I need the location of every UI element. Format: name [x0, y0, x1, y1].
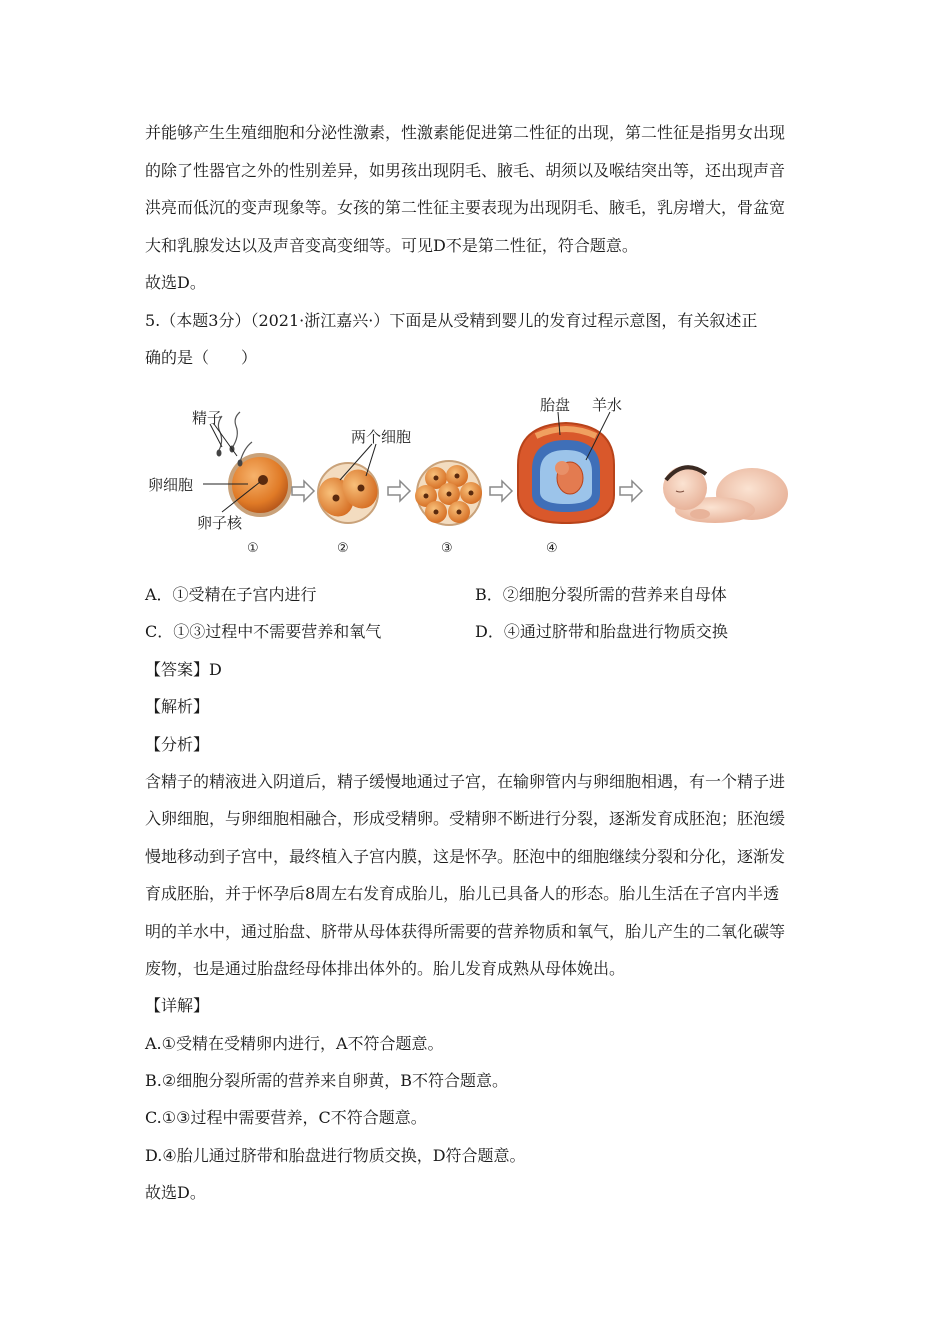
label-egg-cell: 卵细胞 — [148, 476, 194, 494]
question-stem-line-1: 5.（本题3分）（2021·浙江嘉兴·）下面是从受精到婴儿的发育过程示意图，有关叙述正 — [145, 311, 758, 330]
fenxi-line-6: 废物，也是通过胎盘经母体排出体外的。胎儿发育成熟从母体娩出。 — [145, 959, 626, 978]
answer-line: 【答案】D — [145, 660, 222, 679]
label-egg-nucleus: 卵子核 — [197, 514, 243, 532]
option-b: B．②细胞分裂所需的营养来自母体 — [475, 585, 727, 604]
arrow-icon-4 — [620, 481, 642, 501]
detail-conclusion: 故选D。 — [145, 1183, 206, 1202]
stage-3-morula — [415, 461, 482, 556]
fenxi-line-5: 明的羊水中，通过胎盘、脐带从母体获得所需要的营养物质和氧气，胎儿产生的二氧化碳等 — [145, 922, 786, 941]
intro-line-4: 大和乳腺发达以及声音变高变细等。可见D不是第二性征，符合题意。 — [145, 236, 638, 255]
stage-number-1: ① — [247, 541, 259, 556]
detail-line-b: B.②细胞分裂所需的营养来自卵黄，B不符合题意。 — [145, 1071, 508, 1090]
intro-conclusion: 故选D。 — [145, 273, 206, 292]
detail-line-a: A.①受精在受精卵内进行，A不符合题意。 — [145, 1034, 444, 1053]
question-stem-line-2: 确的是（ ） — [145, 348, 258, 367]
newborn-baby-illustration — [663, 466, 788, 523]
stage-1-fertilization — [148, 409, 290, 556]
stage-4-fetus — [518, 396, 622, 556]
stage-number-2: ② — [337, 541, 349, 556]
development-diagram — [140, 390, 800, 565]
label-amniotic-fluid: 羊水 — [592, 396, 623, 414]
detail-line-c: C.①③过程中需要营养，C不符合题意。 — [145, 1108, 427, 1127]
option-c: C．①③过程中不需要营养和氧气 — [145, 622, 382, 641]
detail-line-d: D.④胎儿通过脐带和胎盘进行物质交换，D符合题意。 — [145, 1146, 526, 1165]
stage-number-4: ④ — [546, 541, 558, 556]
arrow-icon-2 — [388, 481, 410, 501]
fenxi-line-4: 育成胚胎，并于怀孕后8周左右发育成胎儿，胎儿已具备人的形态。胎儿生活在子宫内半透 — [145, 884, 780, 903]
arrow-icon-1 — [292, 481, 314, 501]
label-two-cells: 两个细胞 — [351, 428, 412, 446]
stage-number-3: ③ — [441, 541, 453, 556]
arrow-icon-3 — [490, 481, 512, 501]
fenxi-heading: 【分析】 — [145, 735, 210, 754]
option-a: A．①受精在子宫内进行 — [145, 585, 317, 604]
option-d: D．④通过脐带和胎盘进行物质交换 — [475, 622, 728, 641]
analysis-heading: 【解析】 — [145, 697, 210, 716]
fenxi-line-3: 慢地移动到子宫中，最终植入子宫内膜，这是怀孕。胚泡中的细胞继续分裂和分化，逐渐发 — [145, 847, 786, 866]
fenxi-line-1: 含精子的精液进入阴道后，精子缓慢地通过子宫，在输卵管内与卵细胞相遇，有一个精子进 — [145, 772, 786, 791]
label-sperm: 精子 — [192, 409, 223, 427]
egg-nucleus-dot — [258, 475, 268, 485]
intro-line-2: 的除了性器官之外的性别差异，如男孩出现阴毛、腋毛、胡须以及喉结突出等，还出现声音 — [145, 161, 786, 180]
label-placenta: 胎盘 — [540, 396, 571, 414]
detail-heading: 【详解】 — [145, 996, 210, 1015]
fenxi-line-2: 入卵细胞，与卵细胞相融合，形成受精卵。受精卵不断进行分裂，逐渐发育成胚泡；胚泡缓 — [145, 809, 786, 828]
intro-line-3: 洪亮而低沉的变声现象等。女孩的第二性征主要表现为出现阴毛、腋毛，乳房增大，骨盆宽 — [145, 198, 786, 217]
intro-line-1: 并能够产生生殖细胞和分泌性激素，性激素能促进第二性征的出现，第二性征是指男女出现 — [145, 123, 786, 142]
